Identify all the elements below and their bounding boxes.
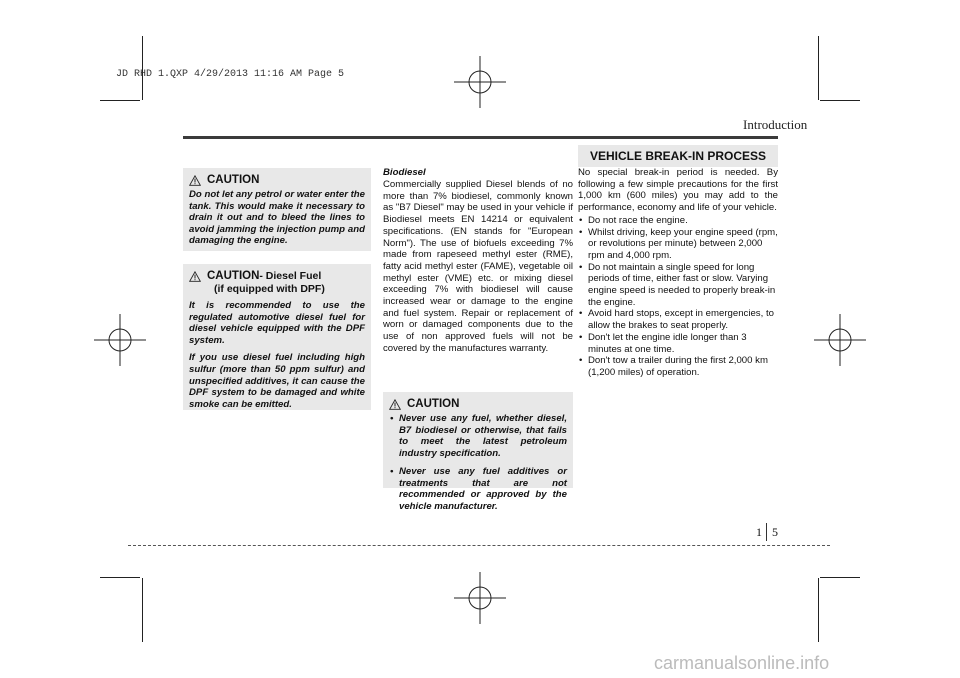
caution-box-diesel-dpf (183, 264, 371, 410)
biodiesel-heading: Biodiesel (383, 167, 426, 178)
caution-title: CAUTION - Diesel Fuel (189, 270, 365, 282)
caution-title: CAUTION (189, 174, 365, 186)
list-item: • Don't tow a trailer during the first 2,000 km (1,200 miles) of operation. (578, 355, 778, 378)
list-item: • Do not maintain a single speed for long periods of time, either fast or slow. Varying engine speed is needed to properly break-in the engine. (578, 262, 778, 309)
caution-title: CAUTION (389, 398, 567, 410)
breakin-title: VEHICLE BREAK-IN PROCESS (578, 145, 778, 167)
list-item: • Do not race the engine. (578, 215, 778, 227)
breakin-intro: No special break-in period is needed. By following a few simple precautions for the first 1,000 km (600 miles) you may add to the performance, economy and life of your vehicle. (578, 167, 778, 214)
warning-triangle-icon (389, 399, 401, 410)
caution-body: Do not let any petrol or water enter the tank. This would make it necessary to drain it out and to bleed the lines to avoid jamming the injection pump and damaging the engine. (189, 189, 365, 247)
caution-paragraph: It is recommended to use the regulated automotive diesel fuel for diesel vehicle equipped with the DPF system. (189, 300, 365, 346)
breakin-section (578, 167, 778, 379)
list-item: • Never use any fuel additives or treatments that are not recommended or approved by the vehicle manufacturer. (389, 466, 567, 513)
caution-paragraph: If you use diesel fuel including high sulfur (more than 50 ppm sulfur) and unspecified additives, it can cause the DPF system to be damaged and white smoke can be emitted. (189, 352, 365, 410)
section-title: Introduction (743, 117, 808, 132)
registration-mark-bottom (452, 570, 508, 626)
biodiesel-body: Commercially supplied Diesel blends of no more than 7% biodiesel, commonly known as "B7 Diesel" may be used in your vehicle if Biodiesel meets EN 14214 or equivalent specifications. (EN stands for "European Norm"). The use of biofuels exceeding 7% made from rapeseed methyl ester (RME), fatty acid methyl ester (FAME), vegetable oil methyl ester (VME) etc. or mixing diesel exceeding 7% with biodiesel will cause increased wear or damage to the engine and fuel system. Repair or replacement of worn or damaged components due to the use of non approved fuels will not be covered by the manufactures warranty. (383, 179, 573, 354)
list-item: • Avoid hard stops, except in emergencies, to allow the brakes to seat properly. (578, 308, 778, 331)
page-number: 5 (772, 525, 778, 539)
registration-mark-top (452, 54, 508, 110)
registration-mark-right (812, 312, 868, 368)
list-item: • Don't let the engine idle longer than 3 minutes at one time. (578, 332, 778, 355)
page-number-divider (766, 523, 767, 541)
warning-triangle-icon (189, 175, 201, 186)
list-item: • Never use any fuel, whether diesel, B7 biodiesel or otherwise, that fails to meet the latest petroleum industry specification. (389, 413, 567, 460)
caution-box-petrol-water (183, 168, 371, 251)
biodiesel-section (383, 167, 573, 355)
registration-mark-left (92, 312, 148, 368)
breakin-list (578, 215, 778, 379)
header-rule (183, 136, 778, 139)
watermark: carmanualsonline.info (654, 653, 830, 673)
caution-subtitle: (if equipped with DPF) (214, 283, 325, 295)
caution-box-fuel (383, 392, 573, 512)
warning-triangle-icon (189, 271, 201, 282)
caution-list (389, 413, 567, 513)
chapter-number: 1 (756, 525, 762, 539)
print-slug: JD RHD 1.QXP 4/29/2013 11:16 AM Page 5 (116, 69, 345, 80)
list-item: • Whilst driving, keep your engine speed (rpm, or revolutions per minute) between 2,000 rpm and 4,000 rpm. (578, 227, 778, 262)
caution-body (189, 300, 365, 410)
footer-dashed-rule (128, 545, 830, 546)
